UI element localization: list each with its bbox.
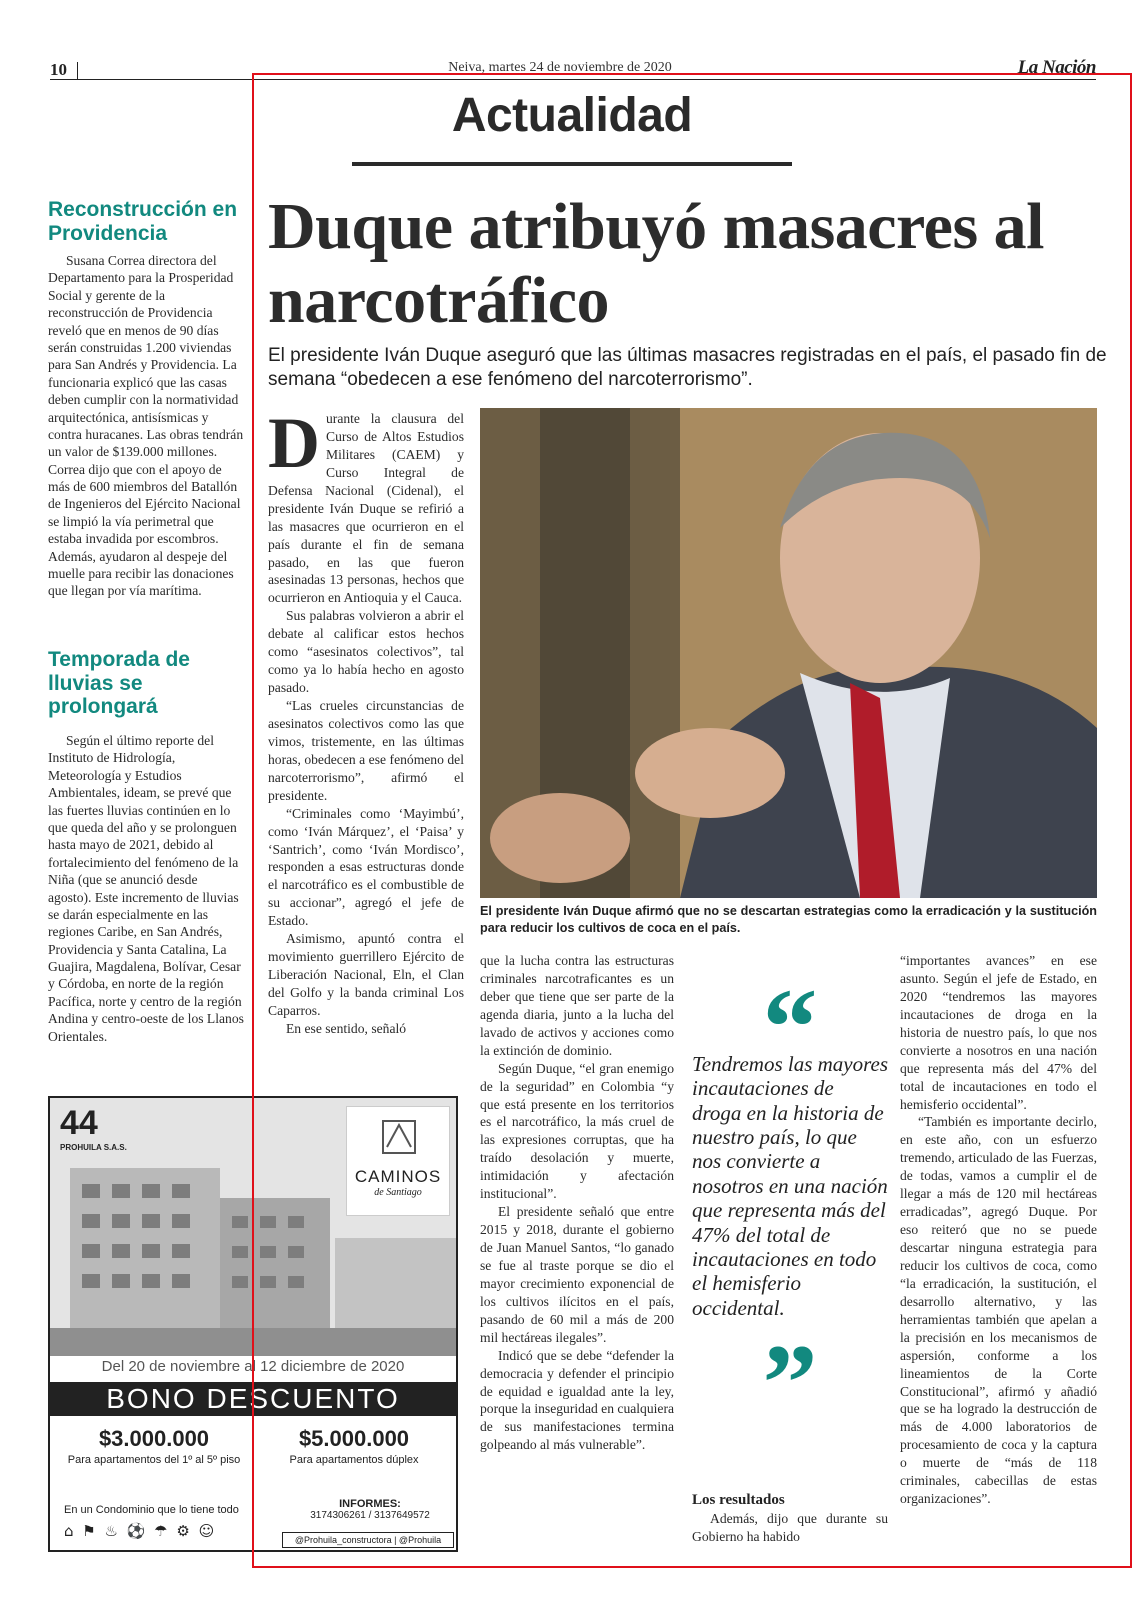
- ad-price-2-note: Para apartamentos dúplex: [289, 1454, 419, 1466]
- ad-social-handles[interactable]: @Prohuila_constructora | @Prohuila: [282, 1532, 454, 1548]
- article-column-1: Durante la clausura del Curso de Altos Estudios Militares (CAEM) y Curso Integral de Defensa Nacional (Cidenal), el presidente Iván Duque se refirió a las masacres que ocurrieron en el país durante el fin de semana pasado, en las que fueron asesinadas 13 personas, hechos que ocurrieron en Antioquia y el Cauca. Sus palabras volvieron a abrir el debate al calificar estos hechos como “asesinatos colectivos”, tal como ya lo había hecho en agosto pasado. “Las crueles circunstancias de asesinatos colectivos como las que vimos, tristemente, en las últimas horas, obedecen a ese fenómeno del narcoterrorismo”, afirmó el presidente. “Criminales como ‘Mayimbú’, como ‘Iván Márquez’, el ‘Paisa’ y ‘Santrich’, como ‘Iván Mordisco’, responden a esas estructuras donde el narcotráfico es el combustible de su accionar”, agregó el jefe de Estado. Asimismo, apuntó contra el movimiento guerrillero Ejército de Liberación Nacional, Eln, el Clan del Golfo y la banda criminal Los Caparros. En ese sentido, señaló: [268, 403, 464, 1036]
- page-number-divider: [77, 62, 78, 80]
- article-headline: Duque atribuyó masacres al narcotráfico: [268, 190, 1044, 337]
- dateline: Neiva, martes 24 de noviembre de 2020: [448, 60, 672, 75]
- subhead-resultados: Los resultados: [692, 1492, 785, 1508]
- caminos-emblem-icon: [379, 1117, 419, 1157]
- close-quote-mark: ”: [762, 1321, 818, 1444]
- phone-numbers[interactable]: 3174306261 / 3137649572: [310, 1510, 430, 1521]
- section-title: Actualidad: [451, 89, 693, 142]
- pull-quote: [692, 966, 889, 1444]
- prohuila-logo: 44 PROHUILA S.A.S.: [60, 1104, 127, 1152]
- masthead-logo: La Nación: [1017, 57, 1096, 78]
- article-column-4: “importantes avances” en ese asunto. Según el jefe de Estado, en 2020 “tendremos las mayores incautaciones de droga en la historia de nuestro país, lo que nos convierte a nosotros en una nación que representa más del 47% del total de incautaciones en todo el hemisferio occidental”. “También es importante decirlo, en este año, con un esfuerzo tremendo, articulado de las Fuerzas, de todas, vamos a cumplir el de llegar a más de 120 mil hectáreas erradicadas”, agregó Duque. Por eso reiteró que no se puede descartar ninguna estrategia para reducir los cultivos de coca, como “la erradicación, la sustitución, el desarrollo alternativo, y las herramientas también que apelan a la precisión en los mecanismos de aspersión, conforme a los lineamientos de la Corte Constitucional”, afirmó y añadió que se ha logrado la destrucción de más de 4.000 laboratorios de procesamiento de coca y la captura o muerte de “más de 118 criminales, cabecillas de estas organizaciones”.: [900, 953, 1097, 1507]
- ad-condominio-text: En un Condominio que lo tiene todo: [64, 1504, 239, 1516]
- ad-bono-banner: BONO DESCUENTO: [50, 1382, 456, 1416]
- open-quote-mark: “: [762, 966, 818, 1088]
- pull-quote-text: Tendremos las mayores incautaciones de droga en la historia de nuestro país, lo que nos convierte a nosotros en una nación que representa más del 47% del total de incautaciones en todo el hemisferio occidental.: [692, 1052, 889, 1320]
- ad-price-2: $5.000.000: [298, 1426, 410, 1451]
- ad-dates: Del 20 de noviembre al 12 diciembre de 2020: [101, 1358, 405, 1375]
- ad-contact-info: INFORMES: 3174306261 / 3137649572: [310, 1498, 430, 1521]
- sidebar-story1-title: Reconstrucción en Providencia: [48, 198, 238, 245]
- ad-price-1-note: Para apartamentos del 1º al 5º piso: [67, 1454, 241, 1466]
- ad-price-1: $3.000.000: [98, 1426, 210, 1451]
- header-rule: [50, 79, 1096, 80]
- article-lead: El presidente Iván Duque aseguró que las últimas masacres registradas en el país, el pasado fin de semana “obedecen a ese fenómeno del narcoterrorismo”.: [268, 345, 1107, 391]
- sidebar-story2-title: Temporada de lluvias se prolongará: [48, 648, 190, 719]
- amenities-icons: ⌂ ⚑ ♨ ⚽ ☂ ⚙ ☺: [64, 1522, 217, 1540]
- photo-caption: El presidente Iván Duque afirmó que no se descartan estrategias como la erradicación y la sustitución para reducir los cultivos de coca en el país.: [480, 904, 1097, 935]
- sidebar-story2-body: Según el último reporte del Instituto de Hidrología, Meteorología y Estudios Ambientales, ideam, se prevé que las fuertes lluvias continúen en lo que queda del año y se prolonguen hasta mayo de 2021, debido al fortalecimiento del fenómeno de la Niña (que se anunció desde agosto). Este incremento de lluvias se darán especialmente en las regiones Caribe, en San Andrés, Providencia y Santa Catalina, La Guajira, Magdalena, Bolívar, Cesar y Córdoba, en norte de la región Pacífica, norte y centro de la región Andina y centro-oeste de los Llanos Orientales.: [48, 733, 244, 1044]
- article-column-3-tail: Además, dijo que durante su Gobierno ha habido: [692, 1511, 888, 1544]
- section-rule: [352, 162, 792, 166]
- portrait-illustration: [480, 408, 1097, 898]
- sidebar-story1-body: Susana Correa directora del Departamento para la Prosperidad Social y gerente de la reconstrucción de Providencia reveló que en menos de 90 días serán construidas 1.200 viviendas para San Andrés y Providencia. La funcionaria explicó que las casas deben cumplir con la normatividad arquitectónica, antisísmicas y contra huracanes. Las obras tendrán un valor de $139.000 millones. Correa dijo que con el apoyo de más de 600 miembros del Batallón de Ingenieros del Ejército Nacional se limpió la vía perimetral que estaba invadida por escombros. Además, ayudaron al despeje del muelle para recibir las donaciones que llegan por vía marítima.: [48, 253, 244, 599]
- drop-cap: D: [268, 403, 320, 483]
- page-number: 10: [50, 60, 67, 79]
- article-photo: [480, 408, 1097, 898]
- advertisement[interactable]: [48, 1096, 458, 1552]
- caminos-logo: CAMINOS de Santiago: [346, 1106, 450, 1216]
- article-column-2: que la lucha contra las estructuras criminales narcotraficantes es un deber que tiene que ser parte de la agenda diaria, junto a la lucha del lavado de activos y acciones como la extinción de dominio. Según Duque, “el gran enemigo de la seguridad” en Colombia “y que está presente en los territorios es el narcotráfico, la más cruel de las expresiones corruptas, que ha traído desolación y muerte, intimidación y afectación institucional”. El presidente señaló que entre 2015 y 2018, durante el gobierno de Juan Manuel Santos, “lo ganado se fue al traste porque se dio el mayor crecimiento exponencial de los cultivos ilícitos en el país, pasando de 60 mil a más de 200 mil hectáreas ilegales”. Indicó que se debe “defender la democracia y defender el principio de equidad e igualdad ante la ley, porque la inseguridad en cualquiera de sus manifestaciones termina golpeando al más vulnerable”.: [480, 953, 675, 1453]
